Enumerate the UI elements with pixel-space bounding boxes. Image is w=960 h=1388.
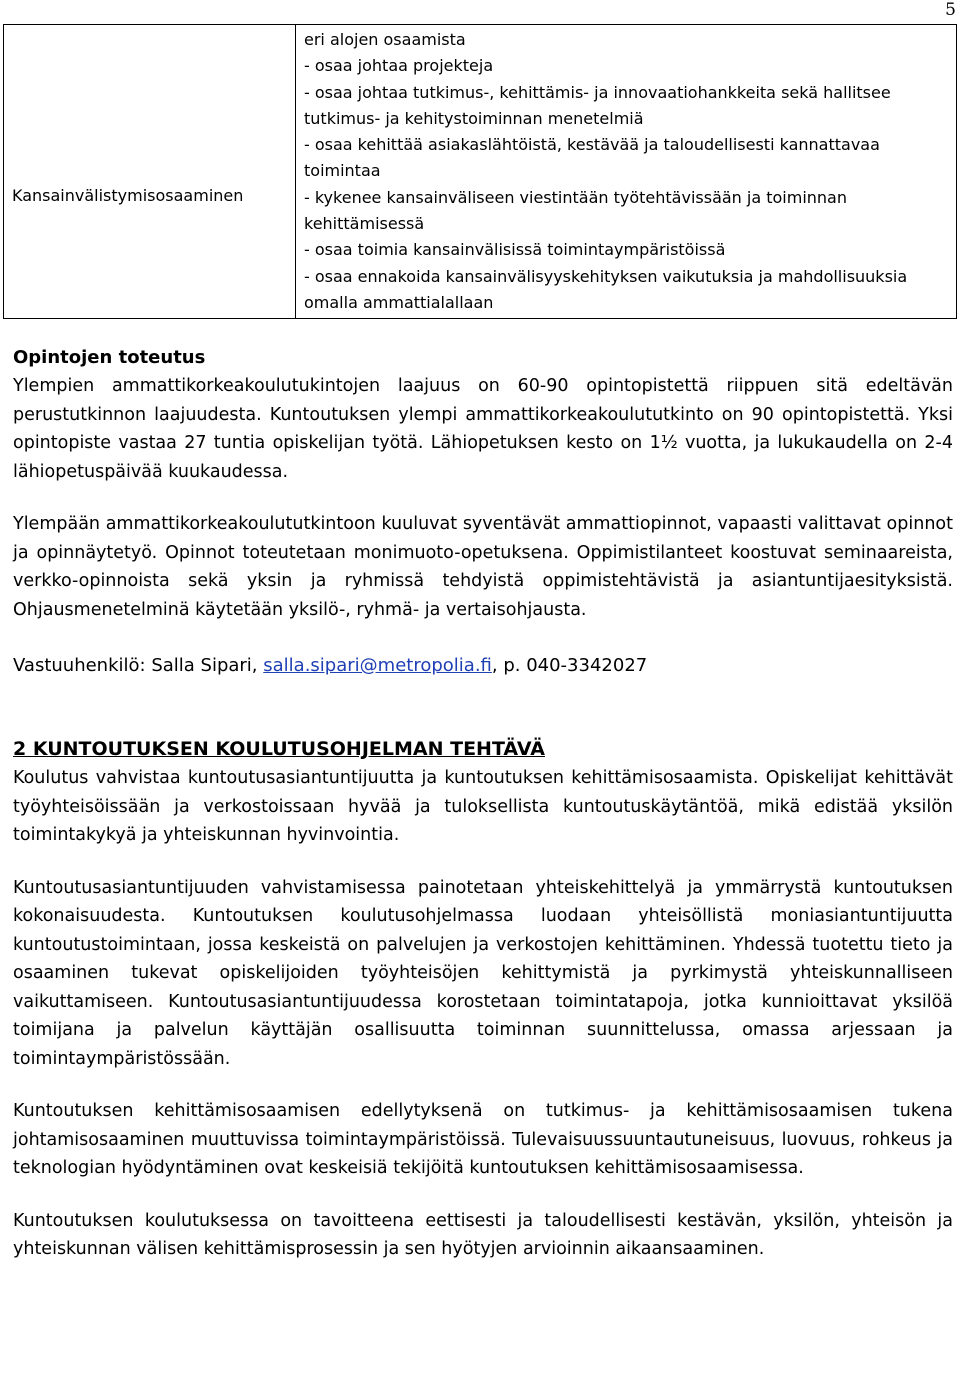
page-number: 5 (945, 0, 956, 20)
list-item: - osaa johtaa projekteja (304, 56, 494, 76)
section-paragraph: Kuntoutuksen kehittämisosaamisen edellytyksenä on tutkimus- ja kehittämisosaamisen tukena johtamisosaaminen muuttuvissa toimintaympäristöissä. Tulevaisuussuuntautuneisuus, luovuus, rohkeus ja teknologian hyödyntäminen ovat keskeisiä tekijöitä kuntoutuksen kehittämisosaamisessa. (13, 1101, 953, 1178)
section-paragraph: Kuntoutuksen koulutuksessa on tavoitteena eettisesti ja taloudellisesti kestävän, yksilön, yhteisön ja yhteiskunnan välisen kehittämisprosessin ja sen hyötyjen arvioinnin aikaansaaminen. (13, 1210, 953, 1259)
row-content-cell (296, 25, 957, 319)
row-label: Kansainvälistymisosaaminen (12, 186, 244, 205)
list-item: - osaa kehittää asiakaslähtöistä, kestävää ja taloudellisesti kannattavaa toimintaa (304, 135, 880, 181)
section-paragraph: Koulutus vahvistaa kuntoutusasiantuntijuutta ja kuntoutuksen kehittämisosaamista. Opiskelijat kehittävät työyhteisöissään ja verkostoissaan hyvää ja tuloksellista kuntoutuskäytäntöä, mikä edistää yksilön toimintakykyä ja yhteiskunnan hyvinvointia. (13, 768, 953, 845)
row-label-cell (4, 25, 296, 319)
list-item: - kykenee kansainväliseen viestintään työtehtävissään ja toiminnan kehittämisessä (304, 187, 847, 234)
contact-suffix: , p. 040-3342027 (491, 655, 648, 676)
page-body (13, 344, 953, 1264)
section-paragraph: Kuntoutusasiantuntijuuden vahvistamisessa painotetaan yhteiskehittelyä ja ymmärrystä kuntoutuksen kokonaisuudesta. Kuntoutuksen koulutusohjelmassa luodaan yhteisöllistä moniasiantuntijuutta kuntoutustoimintaan, jossa keskeistä on palvelujen ja verkostojen kehittäminen. Yhdessä tuotettu tieto ja osaaminen tukevat opiskelijoiden työyhteisöjen kehittymistä ja pyrkimystä yhteiskunnalliseen vaikuttamiseen. Kuntoutusasiantuntijuudessa korostetaan toimintatapoja, jotka kunnioittavat yksilöä toimijana ja palvelun käyttäjän osallisuutta toiminnan suunnittelussa, omassa arjessaan ja toimintaympäristössään. (13, 877, 953, 1069)
contact-email-link[interactable]: salla.sipari@metropolia.fi (263, 655, 492, 676)
contact-line (13, 652, 953, 680)
list-item: eri alojen osaamista (304, 30, 466, 49)
table-row (4, 25, 957, 319)
contact-prefix: Vastuuhenkilö: Salla Sipari, (13, 655, 264, 676)
list-item: - osaa ennakoida kansainvälisyyskehityksen vaikutuksia ja mahdollisuuksia omalla ammattialallaan (304, 266, 908, 312)
list-item: - osaa johtaa tutkimus-, kehittämis- ja innovaatiohankkeita sekä hallitsee tutkimus- ja kehitystoiminnan menetelmiä (304, 82, 891, 128)
studies-heading: Opintojen toteutus (13, 347, 206, 368)
competence-table (3, 24, 957, 319)
studies-paragraph: Ylempien ammattikorkeakoulutukintojen laajuus on 60-90 opintopistettä riippuen sitä edeltävän perustutkinnon laajuudesta. Kuntoutuksen ylempi ammattikorkeakoulututkinto on 90 opintopistettä. Yksi opintopiste vastaa 27 tuntia opiskelijan työtä. Lähiopetuksen kesto on 1½ vuotta, ja lukukaudella on 2-4 lähiopetuspäivää kuukaudessa. (13, 376, 953, 482)
studies-paragraph: Ylempään ammattikorkeakoulututkintoon kuuluvat syventävät ammattiopinnot, vapaasti valittavat opinnot ja opinnäytetyö. Opinnot toteutetaan monimuoto-opetuksena. Oppimistilanteet koostuvat seminaareista, verkko-opinnoista sekä yksin ja ryhmissä tehdyistä oppimistehtävistä ja asiantuntijaesityksistä. Ohjausmenetelminä käytetään yksilö-, ryhmä- ja vertaisohjausta. (13, 514, 953, 620)
section-heading: 2 KUNTOUTUKSEN KOULUTUSOHJELMAN TEHTÄVÄ (13, 738, 545, 760)
list-item: - osaa toimia kansainvälisissä toimintaympäristöissä (304, 240, 726, 260)
